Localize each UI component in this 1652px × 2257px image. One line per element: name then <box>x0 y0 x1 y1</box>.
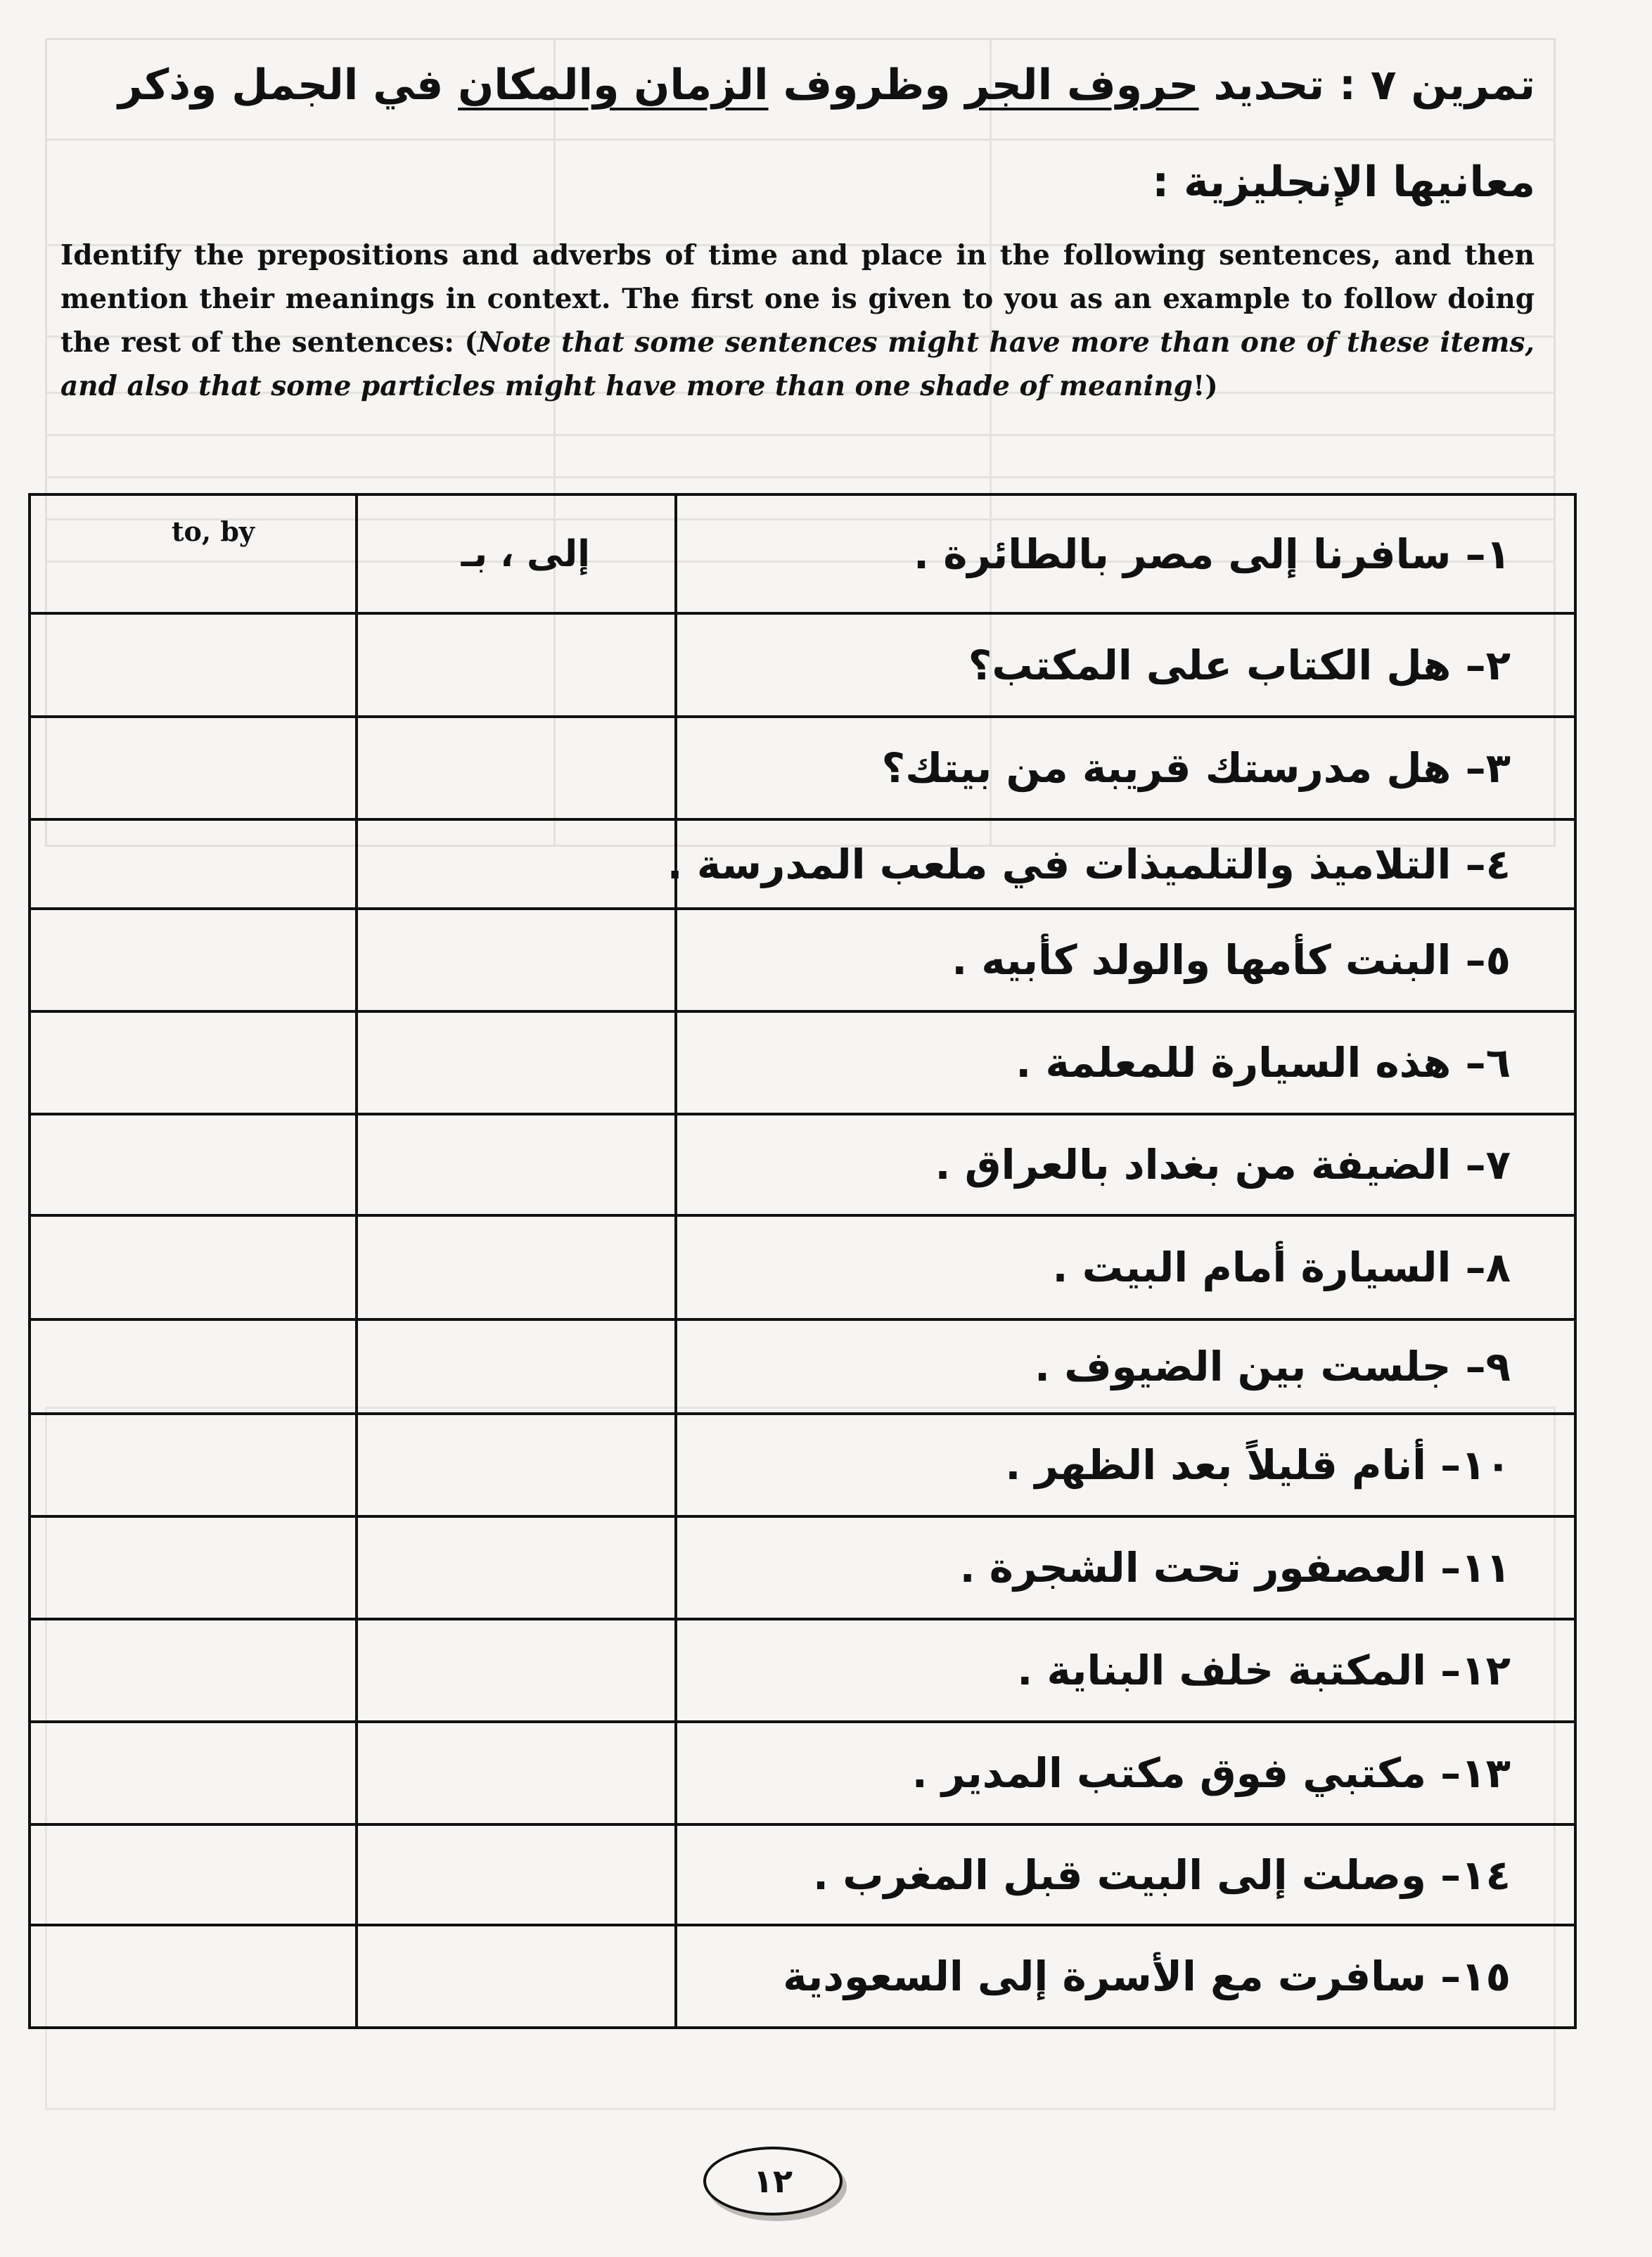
table-row <box>30 1925 1575 2028</box>
exercise-title <box>60 37 1535 231</box>
meaning-cell[interactable] <box>30 819 357 909</box>
meaning-cell: to, by <box>30 494 357 613</box>
title-middle: وظروف <box>768 60 966 110</box>
particle-cell[interactable] <box>357 1011 676 1114</box>
exercise-table <box>28 493 1577 2029</box>
sentence-cell: ١٥– سافرت مع الأسرة إلى السعودية <box>676 1925 1575 2028</box>
meaning-cell[interactable] <box>30 1319 357 1414</box>
particle-cell[interactable] <box>357 717 676 819</box>
meaning-cell[interactable] <box>30 1414 357 1516</box>
sentence-cell: ٢– هل الكتاب على المكتب؟ <box>676 613 1575 717</box>
meaning-cell[interactable] <box>30 717 357 819</box>
table-row <box>30 1824 1575 1925</box>
table-row <box>30 1319 1575 1414</box>
table-row <box>30 613 1575 717</box>
sentence-cell: ٣– هل مدرستك قريبة من بيتك؟ <box>676 717 1575 819</box>
meaning-cell[interactable] <box>30 1114 357 1215</box>
meaning-cell[interactable] <box>30 613 357 717</box>
table-row <box>30 1215 1575 1319</box>
instructions-text: Identify the prepositions and adverbs of time and place in the following sentences, and then mention their meanings in context. The first one is given to you as an example to follow doing the rest of the sentences: ( <box>60 239 1535 359</box>
table-row <box>30 494 1575 613</box>
table-row <box>30 717 1575 819</box>
sentence-cell: ٤– التلاميذ والتلميذات في ملعب المدرسة . <box>676 819 1575 909</box>
table-row <box>30 819 1575 909</box>
particle-cell[interactable] <box>357 1722 676 1824</box>
sentence-cell: ٦– هذه السيارة للمعلمة . <box>676 1011 1575 1114</box>
meaning-cell[interactable] <box>30 1516 357 1619</box>
sentence-cell: ١٢– المكتبة خلف البناية . <box>676 1619 1575 1722</box>
particle-cell[interactable] <box>357 1824 676 1925</box>
sentence-cell: ٥– البنت كأمها والولد كأبيه . <box>676 909 1575 1011</box>
particle-cell[interactable] <box>357 1114 676 1215</box>
sentence-cell: ١– سافرنا إلى مصر بالطائرة . <box>676 494 1575 613</box>
particle-cell[interactable] <box>357 909 676 1011</box>
particle-cell[interactable] <box>357 819 676 909</box>
sentence-cell: ٩– جلست بين الضيوف . <box>676 1319 1575 1414</box>
particle-cell[interactable] <box>357 1319 676 1414</box>
table-row <box>30 1414 1575 1516</box>
sentence-cell: ١١– العصفور تحت الشجرة . <box>676 1516 1575 1619</box>
particle-cell[interactable] <box>357 1619 676 1722</box>
title-suffix: في الجمل وذكر معانيها الإنجليزية : <box>118 60 1535 207</box>
particle-cell[interactable] <box>357 1516 676 1619</box>
sentence-cell: ١٠– أنام قليلاً بعد الظهر . <box>676 1414 1575 1516</box>
sentence-cell: ١٤– وصلت إلى البيت قبل المغرب . <box>676 1824 1575 1925</box>
meaning-cell[interactable] <box>30 1722 357 1824</box>
table-row <box>30 1619 1575 1722</box>
particle-cell[interactable] <box>357 1215 676 1319</box>
meaning-cell[interactable] <box>30 1619 357 1722</box>
page-number: ١٢ <box>703 2147 843 2216</box>
particle-cell: إلى ، بـ <box>357 494 676 613</box>
meaning-cell[interactable] <box>30 1215 357 1319</box>
particle-cell[interactable] <box>357 1925 676 2028</box>
particle-cell[interactable] <box>357 1414 676 1516</box>
title-underlined-prepositions: حروف الجر <box>965 60 1199 110</box>
sentence-cell: ٧– الضيفة من بغداد بالعراق . <box>676 1114 1575 1215</box>
english-instructions <box>60 234 1535 408</box>
instructions-end: !) <box>1193 370 1218 402</box>
sentence-cell: ٨– السيارة أمام البيت . <box>676 1215 1575 1319</box>
meaning-cell[interactable] <box>30 909 357 1011</box>
table-row <box>30 1722 1575 1824</box>
table-row <box>30 1114 1575 1215</box>
instructions-note: Note that some sentences might have more than one of these items, and also that some particles might have more than one shade of meaning <box>60 326 1535 402</box>
table-row <box>30 1011 1575 1114</box>
meaning-cell[interactable] <box>30 1011 357 1114</box>
meaning-cell[interactable] <box>30 1824 357 1925</box>
table-row <box>30 909 1575 1011</box>
title-underlined-time-place: الزمان والمكان <box>458 60 769 110</box>
particle-cell[interactable] <box>357 613 676 717</box>
table-row <box>30 1516 1575 1619</box>
meaning-cell[interactable] <box>30 1925 357 2028</box>
sentence-cell: ١٣– مكتبي فوق مكتب المدير . <box>676 1722 1575 1824</box>
title-prefix: تمرين ٧ : تحديد <box>1198 60 1535 110</box>
